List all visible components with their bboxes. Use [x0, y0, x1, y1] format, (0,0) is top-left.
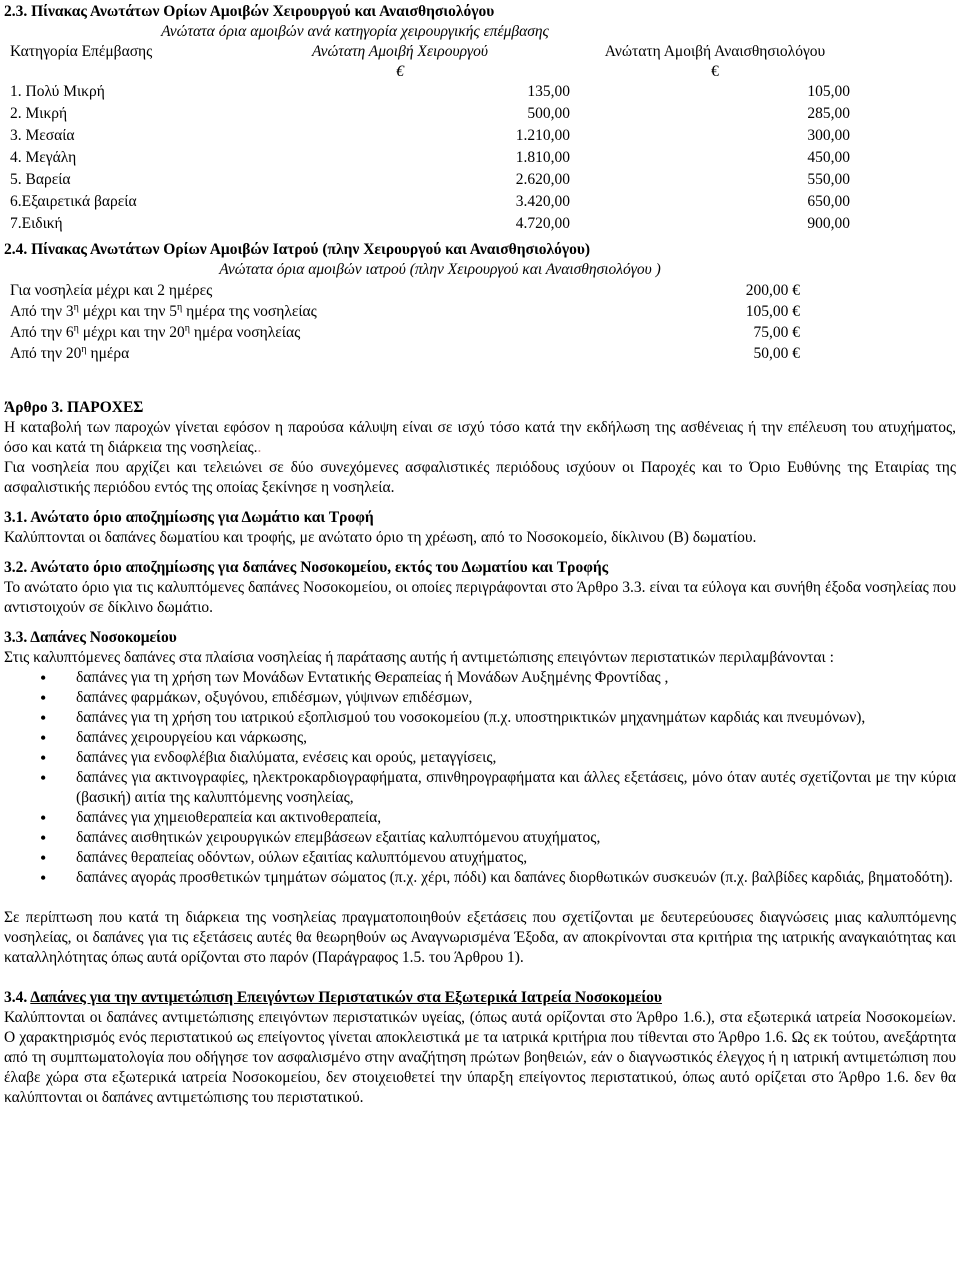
list-item: • δαπάνες για τη χρήση των Μονάδων Εντατικής Θεραπείας ή Μονάδων Αυξημένης Φροντίδας , [76, 668, 956, 688]
section-3-4-text: Καλύπτονται οι δαπάνες αντιμετώπισης επειγόντων περιστατικών υγείας, (όπως αυτά ορίζονται στο Άρθρο 1.6.), στα εξωτερικά ιατρεία Νοσοκομείων. Ο χαρακτηρισμός ενός περιστατικού ως επείγοντος γίνεται αποκλειστικά με τα ιατρικά κριτήρια που τίθενται στο Άρθρο 1.6. Ως εκ τούτου, ανεξάρτητα από τη συμπτωματολογία που οδήγησε τον ασφαλισμένο στην αναζήτηση πρώτων βοηθειών, εάν ο διαγνωστικός έλεγχος ή η ιατρική αντιμετώπιση που έλαβε χώρα στα εξωτερικά ιατρεία Νοσοκομείου, δεν στοιχειοθετεί την ύπαρξη επείγοντος περιστατικού, όπως αυτό ορίζεται στο Άρθρο 1.6. δεν θα καλύπτονται οι δαπάνες αντιμετώπισης του περιστατικού. [4, 1009, 956, 1106]
list-item: • δαπάνες χειρουργείου και νάρκωσης, [76, 728, 956, 748]
table-row: 7.Ειδική 4.720,00 900,00 [10, 215, 850, 232]
table-row: 5. Βαρεία 2.620,00 550,00 [10, 171, 850, 188]
section-3-1-title: 3.1. Ανώτατο όριο αποζημίωσης για Δωμάτιο και Τροφή [4, 509, 374, 526]
surgeon-fees-table [10, 42, 850, 236]
article-3-paragraph-1: Η καταβολή των παροχών γίνεται εφόσον η παρούσα κάλυψη είναι σε ισχύ τόσο κατά την εκδήλωση της ασθένειας ή την επέλευση του ατυχήματος, όσο και κατά τη διάρκεια της νοσηλείας.. [4, 419, 956, 456]
covered-expenses-list [4, 668, 956, 888]
table-row: Για νοσηλεία μέχρι και 2 ημέρες 200,00 € [10, 281, 800, 299]
list-item: • δαπάνες φαρμάκων, οξυγόνου, επιδέσμων, γύψινων επιδέσμων, [76, 688, 956, 708]
secondary-diagnosis-paragraph: Σε περίπτωση που κατά τη διάρκεια της νοσηλείας πραγματοποιηθούν εξετάσεις που σχετίζονται με δευτερεύουσες διαγνώσεις μιας καλυπτόμενης νοσηλείας, οι δαπάνες για τις εξετάσεις αυτές θα θεωρηθούν ως Αναγνωρισμένα Έξοδα, αν αποκρίνονται στα κριτήρια της ιατρικής αναγκαιότητας και καταλληλότητας όπως αυτά ορίζονται στο παρόν (Παράγραφος 1.5. του Άρθρου 1). [4, 909, 956, 966]
col-header-anesthesiologist: Ανώτατη Αμοιβή Αναισθησιολόγου € [604, 43, 826, 80]
section-3-2-title: 3.2. Ανώτατο όριο αποζημίωσης για δαπάνες Νοσοκομείου, εκτός του Δωματίου και Τροφής [4, 559, 609, 576]
list-item: • δαπάνες για χημειοθεραπεία και ακτινοθεραπεία, [76, 808, 956, 828]
table-row: 6.Εξαιρετικά βαρεία 3.420,00 650,00 [10, 193, 850, 210]
list-item: • δαπάνες για τη χρήση του ιατρικού εξοπλισμού του νοσοκομείου (π.χ. υποστηρικτικών μηχανημάτων καρδιάς και πνευμόνων), [76, 708, 956, 728]
section-3-3-intro: Στις καλυπτόμενες δαπάνες στα πλαίσια νοσηλείας ή παράτασης αυτής ή αντιμετώπισης επειγόντων περιστατικών περιλαμβάνονται : [4, 649, 834, 666]
table-row: 1. Πολύ Μικρή 135,00 105,00 [10, 83, 850, 100]
table-row: 4. Μεγάλη 1.810,00 450,00 [10, 149, 850, 166]
physician-fees-table [10, 280, 800, 364]
table-header-row [10, 42, 850, 82]
table-2-4-caption: Ανώτατα όρια αμοιβών ιατρού (πλην Χειρουργού και Αναισθησιολόγου ) [219, 261, 661, 278]
col-header-category: Κατηγορία Επέμβασης [10, 43, 153, 60]
table-row: 3. Μεσαία 1.210,00 300,00 [10, 127, 850, 144]
col-header-surgeon: Ανώτατη Αμοιβή Χειρουργού € [311, 43, 488, 80]
section-3-3-title: 3.3. Δαπάνες Νοσοκομείου [4, 629, 177, 646]
list-item: • δαπάνες για ενδοφλέβια διαλύματα, ενέσεις και ορούς, μεταγγίσεις, [76, 748, 956, 768]
table-row: 2. Μικρή 500,00 285,00 [10, 105, 850, 122]
section-3-4-title: 3.4. Δαπάνες για την αντιμετώπιση Επειγόντων Περιστατικών στα Εξωτερικά Ιατρεία Νοσοκομείου [4, 989, 662, 1006]
article-3-heading: Άρθρο 3. ΠΑΡΟΧΕΣ [4, 399, 144, 416]
list-item: • δαπάνες αγοράς προσθετικών τμημάτων σώματος (π.χ. χέρι, πόδι) και δαπάνες διορθωτικών συσκευών (π.χ. βαλβίδες καρδιάς, βηματοδότη). [76, 868, 956, 888]
table-row: Από την $3^\eta$ μέχρι και την $5^\eta$ ημέρα της νοσηλείας 105,00 € [10, 301, 800, 320]
section-3-1-text: Καλύπτονται οι δαπάνες δωματίου και τροφής, με ανώτατο όριο τη χρέωση, από το Νοσοκομείο, δίκλινου (Β) δωματίου. [4, 529, 757, 546]
list-item: • δαπάνες αισθητικών χειρουργικών επεμβάσεων εξαιτίας καλυπτόμενου ατυχήματος, [76, 828, 956, 848]
section-2-3-title: 2.3. Πίνακας Ανωτάτων Ορίων Αμοιβών Χειρουργού και Αναισθησιολόγου [4, 3, 495, 20]
section-2-4-title: 2.4. Πίνακας Ανωτάτων Ορίων Αμοιβών Ιατρού (πλην Χειρουργού και Αναισθησιολόγου) [4, 241, 591, 258]
section-3-2-text: Το ανώτατο όριο για τις καλυπτόμενες δαπάνες Νοσοκομείου, οι οποίες περιγράφονται στο Άρθρο 3.3. είναι τα εύλογα και συνήθη έξοδα νοσηλείας που αντιστοιχούν σε δίκλινο δωμάτιο. [4, 579, 956, 616]
article-3-paragraph-2: Για νοσηλεία που αρχίζει και τελειώνει σε δύο συνεχόμενες ασφαλιστικές περιόδους ισχύουν οι Παροχές και το Όριο Ευθύνης της Εταιρίας της ασφαλιστικής περιόδου εντός της οποίας ξεκίνησε η νοσηλεία. [4, 459, 956, 496]
list-item: • δαπάνες θεραπείας οδόντων, ούλων εξαιτίας καλυπτόμενου ατυχήματος, [76, 848, 956, 868]
table-row: Από την $6^\eta$ μέχρι και την $20^\eta$ ημέρα νοσηλείας 75,00 € [10, 322, 800, 341]
table-row: Από την $20^\eta$ ημέρα 50,00 € [10, 343, 800, 362]
table-2-3-caption: Ανώτατα όρια αμοιβών ανά κατηγορία χειρουργικής επέμβασης [161, 23, 549, 40]
list-item: • δαπάνες για ακτινογραφίες, ηλεκτροκαρδιογραφήματα, σπινθηρογραφήματα και άλλες εξετάσεις, μόνο όταν αυτές σχετίζονται με την κύρια (βασική) αιτία της καλυπτόμενης νοσηλείας, [76, 768, 956, 808]
